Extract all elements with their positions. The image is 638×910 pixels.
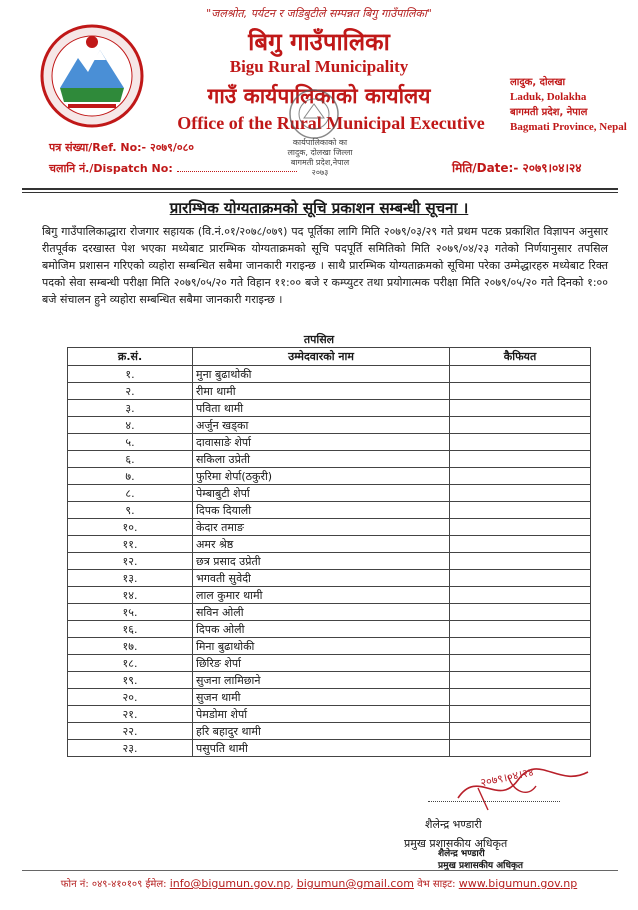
address-line: बागमती प्रदेश, नेपाल [510, 107, 588, 118]
table-row [68, 723, 591, 740]
serial-number-cell: ११. [68, 536, 193, 553]
candidate-name-cell: दिपक दियाली [193, 502, 450, 519]
remarks-cell [450, 434, 591, 451]
table-row [68, 434, 591, 451]
remarks-cell [450, 468, 591, 485]
serial-number-cell: ५. [68, 434, 193, 451]
serial-number-cell: ३. [68, 400, 193, 417]
notice-subject: प्रारम्भिक योग्यताक्रमको सूचि प्रकाशन सम्बन्धी सूचना । [169, 199, 469, 217]
serial-number-cell: २१. [68, 706, 193, 723]
serial-number-cell: ६. [68, 451, 193, 468]
table-row [68, 400, 591, 417]
ref-value: २०७९/०८० [149, 141, 195, 154]
serial-number-cell: २३. [68, 740, 193, 757]
remarks-cell [450, 740, 591, 757]
table-row [68, 468, 591, 485]
footer-contact [0, 876, 638, 890]
table-row [68, 621, 591, 638]
handwritten-signature [418, 758, 598, 820]
municipality-name-nepali: बिगु गाउँपालिका [248, 28, 390, 56]
candidate-name-cell: पविता थामी [193, 400, 450, 417]
remarks-cell [450, 400, 591, 417]
letter-date [452, 159, 582, 176]
signature-line [428, 801, 560, 802]
remarks-cell [450, 706, 591, 723]
column-header-sn: क्र.सं. [68, 348, 193, 366]
table-row [68, 417, 591, 434]
table-row [68, 485, 591, 502]
serial-number-cell: १. [68, 366, 193, 383]
candidate-name-cell: दावासाङे शेर्पा [193, 434, 450, 451]
candidate-table [67, 347, 591, 757]
reference-number [49, 140, 194, 155]
candidate-name-cell: केदार तमाङ [193, 519, 450, 536]
candidate-name-cell: सुजना लामिछाने [193, 672, 450, 689]
office-name-english: Office of the Rural Municipal Executive [177, 113, 485, 133]
remarks-cell [450, 553, 591, 570]
candidate-name-cell: पेम्बाबुटी शेर्पा [193, 485, 450, 502]
signatory-title: प्रमुख प्रशासकीय अधिकृत [404, 837, 508, 850]
candidate-name-cell: भगवती सुवेदी [193, 570, 450, 587]
remarks-cell [450, 621, 591, 638]
candidate-name-cell: फुरिमा शेर्पा(ठकुरी) [193, 468, 450, 485]
remarks-cell [450, 451, 591, 468]
serial-number-cell: १७. [68, 638, 193, 655]
serial-number-cell: ४. [68, 417, 193, 434]
remarks-cell [450, 723, 591, 740]
table-row [68, 451, 591, 468]
dispatch-number [49, 161, 297, 176]
serial-number-cell: ९. [68, 502, 193, 519]
email-link-info[interactable]: info@bigumun.gov.np [169, 877, 291, 890]
serial-number-cell: १२. [68, 553, 193, 570]
date-label: मिति/Date:- [452, 161, 519, 175]
remarks-cell [450, 689, 591, 706]
email-link-gmail[interactable]: bigumun@gmail.com [296, 877, 414, 890]
remarks-cell [450, 502, 591, 519]
remarks-cell [450, 638, 591, 655]
candidate-name-cell: पसुपति थामी [193, 740, 450, 757]
table-row [68, 706, 591, 723]
candidate-name-cell: सुजन थामी [193, 689, 450, 706]
remarks-cell [450, 672, 591, 689]
email-separator: , [290, 879, 294, 890]
serial-number-cell: १६. [68, 621, 193, 638]
candidate-name-cell: अर्जुन खड्का [193, 417, 450, 434]
seal-text: कार्यपालिकाको का लादुक, दोलखा जिल्ला बागमती प्रदेश,नेपाल २०७३ [287, 138, 353, 177]
serial-number-cell: ७. [68, 468, 193, 485]
column-header-remarks: कैफियत [450, 348, 591, 366]
remarks-cell [450, 570, 591, 587]
dispatch-label: चलानि नं./Dispatch No: [49, 162, 173, 175]
remarks-cell [450, 417, 591, 434]
remarks-cell [450, 587, 591, 604]
header-divider [22, 188, 618, 190]
table-row [68, 536, 591, 553]
candidate-name-cell: पेमडोमा शेर्पा [193, 706, 450, 723]
table-row [68, 740, 591, 757]
candidate-name-cell: सविन ओली [193, 604, 450, 621]
address-line: लादुक, दोलखा [510, 77, 566, 88]
serial-number-cell: १३. [68, 570, 193, 587]
address-line: Bagmati Province, Nepal [510, 121, 627, 133]
table-row [68, 604, 591, 621]
remarks-cell [450, 655, 591, 672]
serial-number-cell: १८. [68, 655, 193, 672]
serial-number-cell: २२. [68, 723, 193, 740]
candidate-name-cell: मिना बुढाथोकी [193, 638, 450, 655]
serial-number-cell: १०. [68, 519, 193, 536]
table-row [68, 672, 591, 689]
dispatch-blank [177, 171, 297, 172]
schedule-heading: तपसिल [303, 333, 335, 346]
table-row [68, 502, 591, 519]
remarks-cell [450, 383, 591, 400]
address-line: Laduk, Dolakha [510, 91, 587, 103]
candidate-name-cell: हरि बहादुर थामी [193, 723, 450, 740]
candidate-name-cell: दिपक ओली [193, 621, 450, 638]
website-link[interactable]: www.bigumun.gov.np [458, 877, 578, 890]
municipality-logo [38, 22, 146, 130]
table-row [68, 570, 591, 587]
ref-label: पत्र संख्या/Ref. No:- [49, 141, 147, 154]
handwritten-date: २०७९।०४।२४ [479, 765, 535, 790]
header-divider [22, 192, 618, 193]
table-row [68, 383, 591, 400]
date-value: २०७९।०४।२४ [522, 161, 582, 175]
candidate-name-cell: रीमा थामी [193, 383, 450, 400]
candidate-name-cell: छत्र प्रसाद उप्रेती [193, 553, 450, 570]
serial-number-cell: २. [68, 383, 193, 400]
remarks-cell [450, 366, 591, 383]
notice-body: बिगु गाउँपालिकाद्धारा रोजगार सहायक (वि.नं.०१/२०७८/०७९) पद पूर्तिका लागि मिति २०७९/०३/२९ गते प्रथम पटक प्रकाशित विज्ञापन अनुसार रीतपूर्वक दरखास्त पेश भएका मध्येबाट प्रारम्भिक योग्यताक्रमको सूचि पदपूर्ति समितिको मिति २०७९/०४/२३ गतेको निर्णयानुसार तपसिल बमोजिम प्रशासन गरिएको व्यहोरा सम्बन्धित सबैमा जानकारी गराइन्छ । साथै प्रारम्भिक योग्यताक्रमको सूचिमा परेका उम्मेद्धारहरु मध्येबाट रिक्त पदको सेवा सम्बन्धी परीक्षा मिति २०७९/०५/२० गते विहान ११:०० बजे र कम्प्युटर तथा प्रयोगात्मक परीक्षा मिति २०७९/०५/२० गते दिनको १:०० बजे संचालन हुने व्यहोरा सम्बन्धित सबैमा जानकारी गराइन्छ । [42, 225, 608, 306]
serial-number-cell: १४. [68, 587, 193, 604]
table-row [68, 519, 591, 536]
serial-number-cell: २०. [68, 689, 193, 706]
remarks-cell [450, 536, 591, 553]
candidate-name-cell: अमर श्रेष्ठ [193, 536, 450, 553]
signatory-name: शैलेन्द्र भण्डारी [425, 818, 482, 831]
remarks-cell [450, 485, 591, 502]
remarks-cell [450, 604, 591, 621]
table-row [68, 655, 591, 672]
remarks-cell [450, 519, 591, 536]
candidate-name-cell: मुना बुढाथोकी [193, 366, 450, 383]
website-label: वेभ साइट: [417, 879, 456, 890]
municipality-name-english: Bigu Rural Municipality [229, 57, 409, 76]
phone-email-label: फोन नं: ०४९-४१०१०९ ईमेल: [60, 879, 167, 890]
candidate-name-cell: लाल कुमार थामी [193, 587, 450, 604]
table-row [68, 587, 591, 604]
candidate-name-cell: सकिला उप्रेती [193, 451, 450, 468]
address-block [510, 75, 627, 135]
table-row [68, 366, 591, 383]
table-header-row [68, 348, 591, 366]
candidate-name-cell: छिरिङ शेर्पा [193, 655, 450, 672]
table-row [68, 553, 591, 570]
column-header-name: उम्मेदवारको नाम [193, 348, 450, 366]
serial-number-cell: ८. [68, 485, 193, 502]
office-name-nepali: गाउँ कार्यपालिकाको कार्यालय [207, 84, 431, 108]
serial-number-cell: १५. [68, 604, 193, 621]
table-row [68, 689, 591, 706]
name-stamp: शैलेन्द्र भण्डारी प्रमुख प्रशासकीय अधिकृत [438, 849, 524, 871]
motto: "जलश्रोत, पर्यटन र जडिबुटीले सम्पन्नत बिगु गाउँपालिका" [206, 7, 432, 20]
serial-number-cell: १९. [68, 672, 193, 689]
table-row [68, 638, 591, 655]
footer-divider [22, 870, 618, 871]
